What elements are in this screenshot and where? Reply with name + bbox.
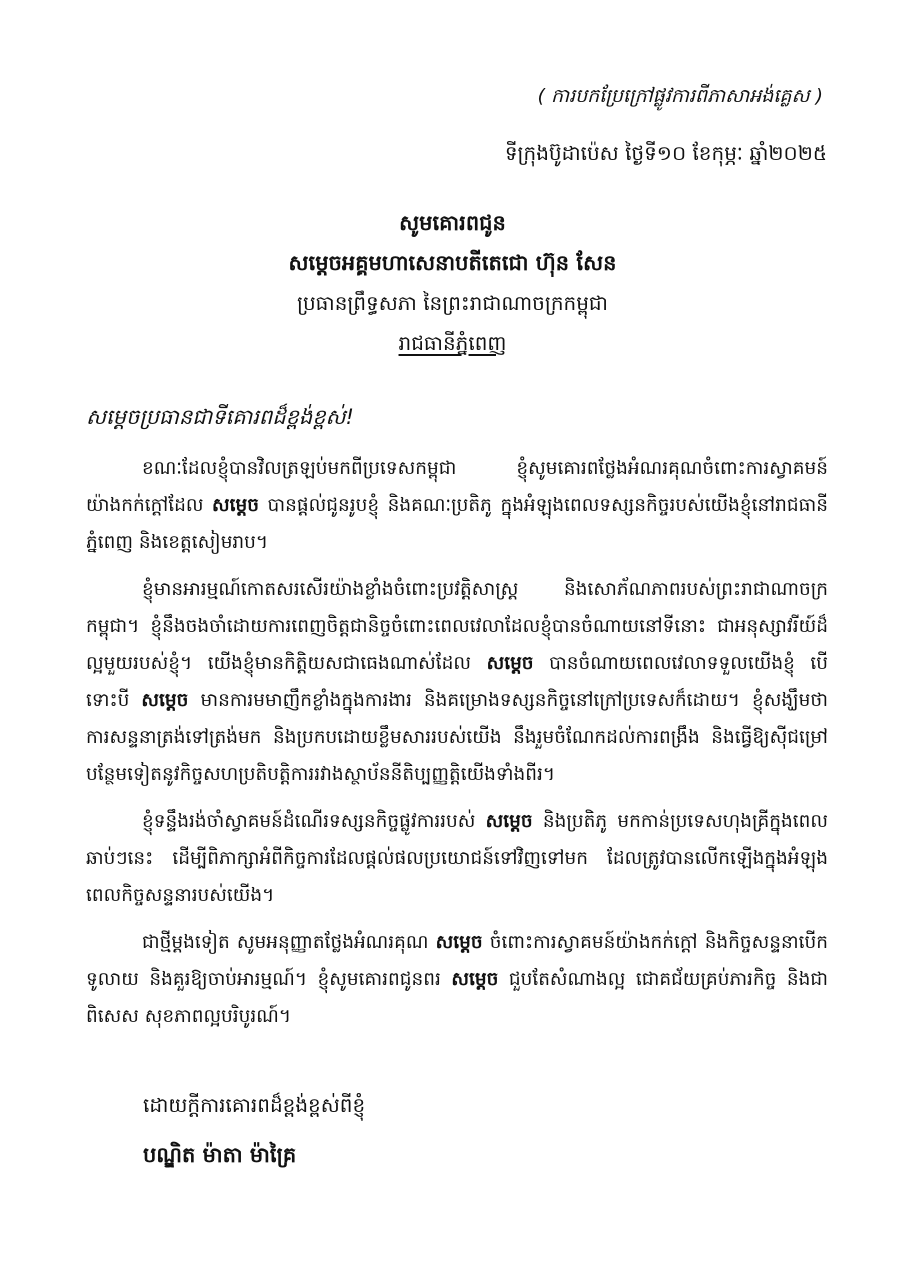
paragraph-text: ខ្ញុំមានអារម្មណ៍កោតសរសើរយ៉ាងខ្លាំងចំពោះប្រវត្តិសាស្ត្រ និងសោភ័ណភាពរបស់ព្រះរាជាណាចក្រកម្ពុជា។ ខ្ញុំនឹងចងចាំដោយការពេញចិត្តជានិច្ចចំពោះពេលវេលាដែលខ្ញុំបានចំណាយនៅទីនោះ ជាអនុស្សាវរីយ៍ដ៏ល្អមួយរបស់ខ្ញុំ។ យើងខ្ញុំមានកិត្តិយសជាធេងណាស់ដែល <box>86 579 828 674</box>
paragraph-text: បានចំណាយពេលវេលាទទួលយើងខ្ញុំ បើទោះបី <box>86 653 828 711</box>
paragraph-text: បានផ្តល់ជូនរូបខ្ញុំ និងគណៈប្រតិភូ ក្នុងអំឡុងពេលទស្សនកិច្ចរបស់យើងខ្ញុំនៅរាជធានីភ្នំពេញ និងខេត្តសៀមរាប។ <box>86 495 828 553</box>
honorific-bold: សម្តេច <box>435 932 483 953</box>
paragraph-text: ជាថ្មីម្តងទៀត សូមអនុញ្ញាតថ្លែងអំណរគុណ <box>142 932 436 953</box>
honorific-bold: សម្តេច <box>212 495 259 516</box>
translation-note: ( ការបកប្រែក្រៅផ្លូវការពីភាសាអង់គ្លេស ) <box>537 85 823 107</box>
paragraph-text: ខ្ញុំទន្ទឹងរង់ចាំស្វាគមន៍ដំណើរទស្សនកិច្ចផ្លូវការរបស់ <box>142 811 486 832</box>
body-paragraph <box>86 924 828 1035</box>
honorific-bold: សម្តេច <box>141 690 189 711</box>
salutation: សម្តេចប្រធានជាទីគោរពដ៏ខ្ពង់ខ្ពស់! <box>86 405 354 429</box>
body-paragraph <box>86 803 828 914</box>
date-line: ទីក្រុងប៊ូដាប៉េស ថ្ងៃទី១០ ខែកុម្ភៈ ឆ្នាំ២០២៥ <box>504 141 827 165</box>
body-paragraph <box>86 450 828 561</box>
paragraph-text: និងប្រតិភូ មកកាន់ប្រទេសហុងគ្រីក្នុងពេលឆាប់ៗនេះ ដើម្បីពិភាក្សាអំពីកិច្ចការដែលផ្តល់ផលប្រយោជន៍ទៅវិញទៅមក ដែលត្រូវបានលើកឡើងក្នុងអំឡុងពេលកិច្ចសន្ទនារបស់យើង។ <box>86 811 828 906</box>
address-block <box>0 203 905 363</box>
signature-name: បណ្ឌិត ម៉ាតា ម៉ាគ្រៃ <box>143 1143 297 1167</box>
honorific-bold: សម្តេច <box>451 969 499 990</box>
address-greeting: សូមគោរពជូន <box>399 211 506 235</box>
paragraph-text: ចំពោះការស្វាគមន៍យ៉ាងកក់ក្តៅ និងកិច្ចសន្ទនាបើកទូលាយ និងគួរឱ្យចាប់អារម្មណ៍។ ខ្ញុំសូមគោរពជូនពរ <box>86 932 828 990</box>
letter-body <box>86 450 828 1045</box>
paragraph-text: មានការមមាញឹកខ្លាំងក្នុងការងារ និងគម្រោងទស្សនកិច្ចនៅក្រៅប្រទេសក៏ដោយ។ ខ្ញុំសង្ឃឹមថា ការសន្ទនាត្រង់ទៅត្រង់មក និងប្រកបដោយខ្លឹមសាររបស់យើង នឹងរួមចំណែកដល់ការពង្រឹង និងធ្វើឱ្យស៊ីជម្រៅបន្ថែមទៀតនូវកិច្ចសហប្រតិបត្តិការរវាងស្ថាប័ននីតិប្បញ្ញត្តិយើងទាំងពីរ។ <box>86 690 828 785</box>
recipient-name: សម្តេចអគ្គមហាសេនាបតីតេជោ ហ៊ុន សែន <box>288 251 617 275</box>
recipient-location: រាជធានីភ្នំពេញ <box>398 331 507 355</box>
recipient-title: ប្រធានព្រឹទ្ធសភា នៃព្រះរាជាណាចក្រកម្ពុជា <box>297 291 608 315</box>
paragraph-text: ខណៈដែលខ្ញុំបានវិលត្រឡប់មកពីប្រទេសកម្ពុជា ខ្ញុំសូមគោរពថ្លែងអំណរគុណចំពោះការស្វាគមន៍យ៉ាងកក់ក្តៅដែល <box>86 458 828 516</box>
closing-line: ដោយក្តីការគោរពដ៏ខ្ពង់ខ្ពស់ពីខ្ញុំ <box>143 1093 366 1117</box>
body-paragraph <box>86 571 828 793</box>
paragraph-text: ជួបតែសំណាងល្អ ជោគជ័យគ្រប់ភារកិច្ច និងជាពិសេស សុខភាពល្អបរិបូរណ៍។ <box>86 969 829 1027</box>
honorific-bold: សម្តេច <box>485 811 533 832</box>
honorific-bold: សម្តេច <box>486 653 534 674</box>
